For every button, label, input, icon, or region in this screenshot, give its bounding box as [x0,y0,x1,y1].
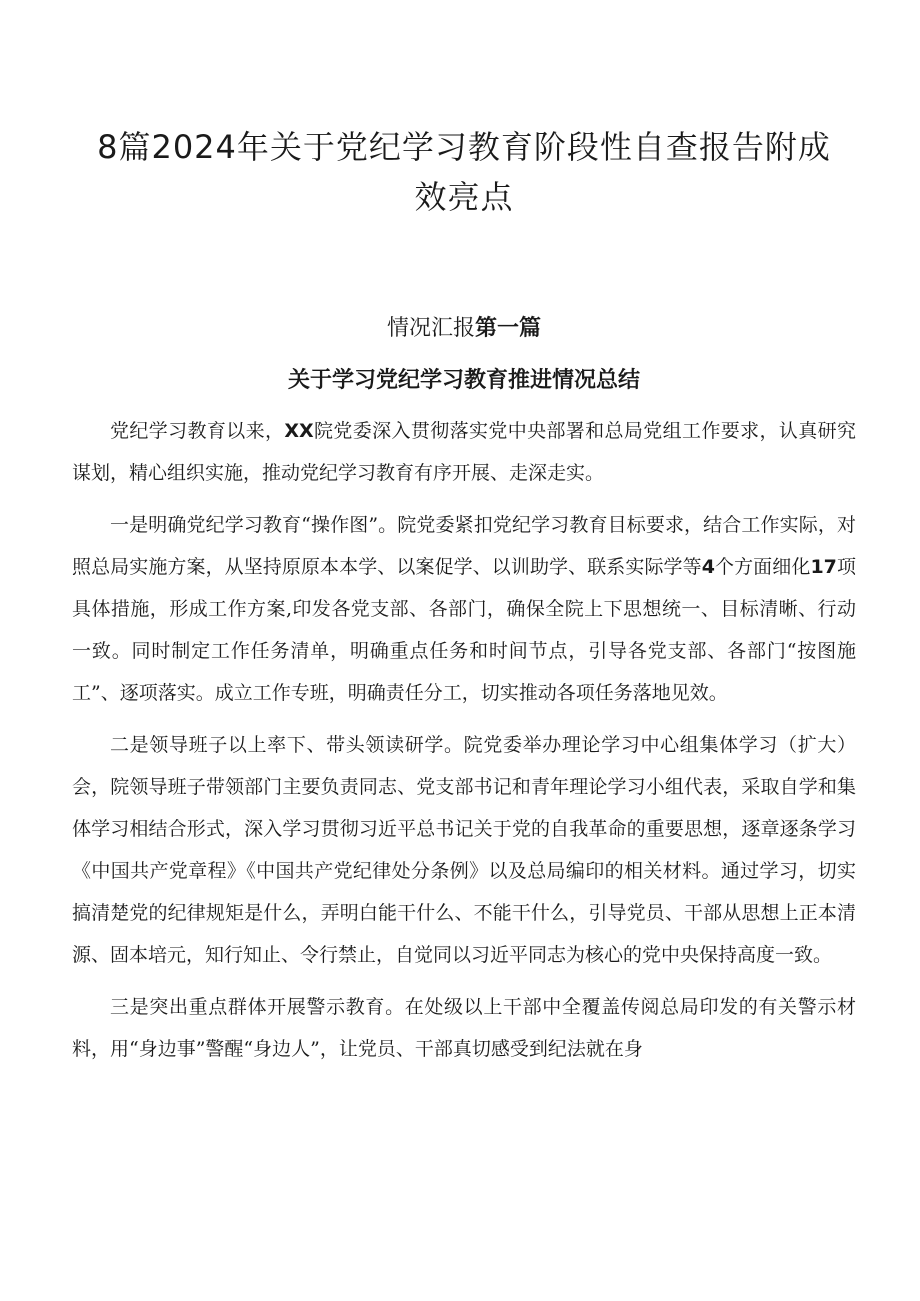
section-heading: 关于学习党纪学习教育推进情况总结 [287,368,640,393]
paragraph-point-one-text-b: 个方面细化 [714,556,811,578]
paragraph-point-two: 二是领导班子以上率下、带头领读研学。院党委举办理论学习中心组集体学习（扩大）会，院领导班子带领部门主要负责同志、党支部书记和青年理论学习小组代表，采取自学和集体学习相结合形式，深入学习贯彻习近平总书记关于党的自我革命的重要思想，逐章逐条学习《中国共产党章程》《中国共产党纪律处分条例》以及总局编印的相关材料。通过学习，切实搞清楚党的纪律规矩是什么，弄明白能干什么、不能干什么，引导党员、干部从思想上正本清源、固本培元，知行知止、令行禁止，自觉同以习近平同志为核心的党中央保持高度一致。 [72,734,856,966]
section-label-prefix: 情况汇报 [386,316,475,341]
paragraph-intro-text-b: 院党委深入贯彻落实党中央部署和总局党组工作要求，认真研究谋划，精心组织实施，推动党纪学习教育有序开展、走深走实。 [72,420,856,484]
paragraph-point-one-text-c: 项具体措施，形成工作方案,印发各党支部、各部门，确保全院上下思想统一、目标清晰、行动一致。同时制定工作任务清单，明确重点任务和时间节点，引导各党支部、各部门“按图施工”、逐项落实。成立工作专班，明确责任分工，切实推动各项任务落地见效。 [72,556,856,704]
section-label [72,314,856,344]
paragraph-point-one-number-b: 17 [810,556,837,578]
document-title-line-1: 8篇2024年关于党纪学习教育阶段性自查报告附成 [97,128,831,166]
paragraph-point-one-number-a: 4 [701,556,715,578]
document-title-line-2: 效亮点 [414,178,514,216]
paragraph-intro-text-a: 党纪学习教育以来， [110,420,285,442]
paragraph-point-three: 三是突出重点群体开展警示教育。在处级以上干部中全覆盖传阅总局印发的有关警示材料，用“身边事”警醒“身边人”，让党员、干部真切感受到纪法就在身 [72,996,856,1060]
document-body [72,410,856,1070]
paragraph-point-one [72,504,856,714]
paragraph-intro-placeholder: XX [284,420,314,442]
paragraph-intro [72,410,856,494]
section-label-number: 第一篇 [475,316,542,341]
paragraph-point-one-text-a: 一是明确党纪学习教育“操作图”。院党委紧扣党纪学习教育目标要求，结合工作实际，对照总局实施方案，从坚持原原本本学、以案促学、以训助学、联系实际学等 [72,514,856,578]
document-title [72,0,856,222]
